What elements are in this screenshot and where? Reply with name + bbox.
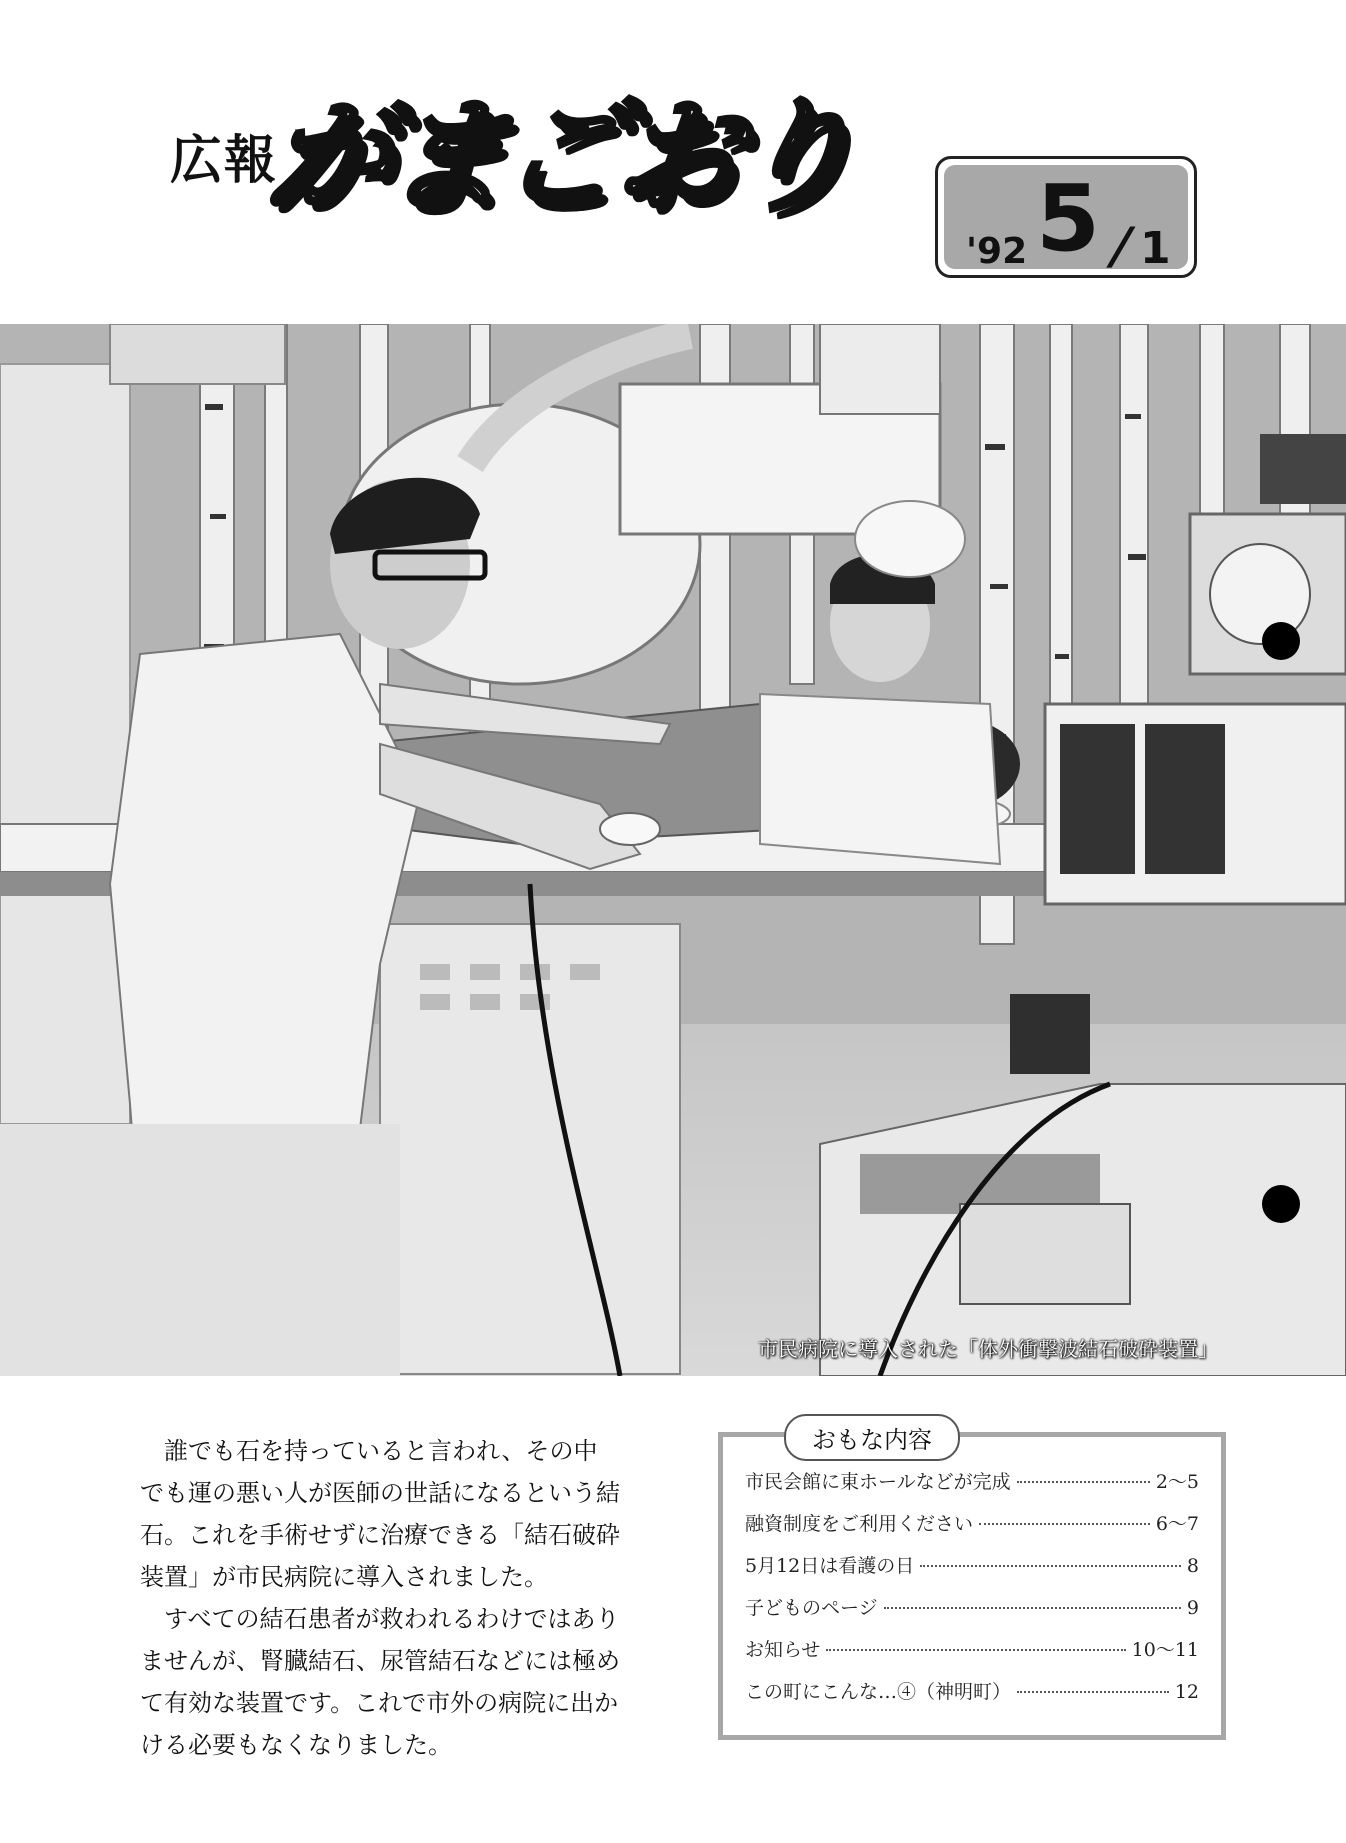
hospital-scene-illustration	[0, 324, 1346, 1376]
dot-leader	[979, 1523, 1150, 1525]
binding-hole-mark	[1262, 1185, 1300, 1223]
article-paragraph: すべての結石患者が救われるわけではありませんが、腎臓結石、尿管結石などには極めて有効な装置です。これで市外の病院に出かける必要もなくなりました。	[140, 1605, 620, 1759]
contents-list	[745, 1467, 1199, 1719]
publication-title: がまごおり	[262, 86, 858, 228]
toc-item-page: 12	[1174, 1681, 1199, 1703]
toc-item[interactable]	[745, 1635, 1199, 1677]
binding-hole-mark	[1262, 622, 1300, 660]
dot-leader	[1017, 1481, 1150, 1483]
contents-heading: おもな内容	[784, 1414, 960, 1461]
issue-month: 5	[1036, 165, 1101, 272]
toc-item-page: 2〜5	[1155, 1471, 1199, 1493]
toc-item-label: お知らせ	[745, 1639, 821, 1661]
toc-item-page: 9	[1186, 1597, 1199, 1619]
dot-leader	[1017, 1691, 1169, 1693]
toc-item-label: 融資制度をご利用ください	[745, 1513, 974, 1535]
dot-leader	[826, 1649, 1125, 1651]
article-body	[140, 1430, 620, 1766]
toc-item-label: この町にこんな…④（神明町）	[745, 1681, 1012, 1703]
issue-date-box	[935, 156, 1197, 278]
toc-item-label: 子どものページ	[745, 1597, 878, 1619]
toc-item[interactable]	[745, 1593, 1199, 1635]
toc-item[interactable]	[745, 1551, 1199, 1593]
issue-date-separator: /	[1104, 217, 1139, 275]
issue-date-background	[944, 165, 1188, 275]
issue-day: 1	[1140, 223, 1171, 274]
toc-item[interactable]	[745, 1467, 1199, 1509]
toc-item[interactable]	[745, 1677, 1199, 1719]
cover-photo	[0, 324, 1346, 1376]
dot-leader	[884, 1607, 1181, 1609]
toc-item[interactable]	[745, 1509, 1199, 1551]
toc-item-page: 8	[1186, 1555, 1199, 1577]
toc-item-page: 10〜11	[1131, 1639, 1199, 1661]
toc-item-page: 6〜7	[1155, 1513, 1199, 1535]
article-paragraph: 誰でも石を持っていると言われ、その中でも運の悪い人が医師の世話になるという結石。これを手術せずに治療できる「結石破砕装置」が市民病院に導入されました。	[140, 1437, 620, 1591]
toc-item-label: 5月12日は看護の日	[745, 1555, 915, 1577]
photo-caption: 市民病院に導入された「体外衝撃波結石破砕装置」	[758, 1337, 1218, 1361]
issue-year: '92	[966, 231, 1028, 272]
table-of-contents	[718, 1432, 1226, 1740]
dot-leader	[920, 1565, 1181, 1567]
publication-prefix: 広報	[170, 131, 279, 191]
toc-item-label: 市民会館に東ホールなどが完成	[745, 1471, 1011, 1493]
